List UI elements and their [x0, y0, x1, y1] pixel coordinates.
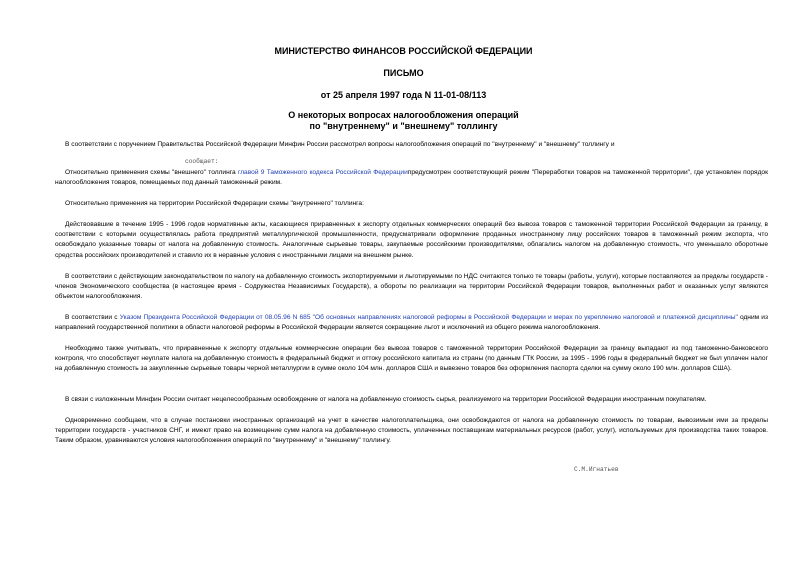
paragraph-intro: В соответствии с поручением Правительства Российской Федерации Минфин России рассмотрел вопросы налогообложения операций по "внутреннему" и "внешнему" толлингу и	[65, 141, 615, 148]
customs-code-link[interactable]: главой 9 Таможенного кодекса Российской Федерации	[237, 169, 408, 176]
document-subject	[0, 110, 807, 132]
paragraph-legislation: В соответствии с действующим законодательством по налогу на добавленную стоимость экспортируемыми и льготируемыми по НДС считаются только те товары (работы, услуги), которые поставляются за пределы государств - членов Экономического сообщества (в настоящее время - Содружества Независимых Государств), а обороты по реализации на территории Российской Федерации товаров, выполненных работ и оказанных услуг являются объектом налогообложения.	[55, 273, 768, 301]
paragraph-decree: В соответствии с Указом Президента Российской Федерации от 08.05.96 N 685 "Об основных направлениях налоговой реформы в Российской Федерации и мерах по укреплению налоговой и платежной дисциплины" одним из направлений государственной политики в области налоговой реформы в Российской Федерации является сокращение льгот и исключений из общего режима налогообложения.	[55, 314, 769, 332]
signature: С.М.Игнатьев	[574, 466, 619, 473]
paragraph-intro-verb	[185, 157, 385, 167]
ministry-heading: МИНИСТЕРСТВО ФИНАНСОВ РОССИЙСКОЙ ФЕДЕРАЦИИ	[274, 46, 533, 56]
intro-verb: сообщает:	[185, 158, 219, 165]
paragraph-customs-control: Необходимо также учитывать, что приравненные к экспорту отдельные коммерческие операции без вывоза товаров с таможенной территории Российской Федерации за границу выпадают из под таможенно-банковского контроля, что способствует неуплате налога на добавленную стоимость в федеральный бюджет и оттоку российского капитала из страны (по данным ГТК России, за 1995 - 1996 годы в федеральный бюджет не был уплачен налог на добавленную стоимость за закупленные сырьевые товары черной металлургии в сумме около 104 млн. долларов США и вывезено товаров без оформления паспорта сделки на сумму около 190 млн. долларов США).	[55, 345, 768, 373]
paragraph-conclusion: В связи с изложенным Минфин России считает нецелесообразным освобождение от налога на добавленную стоимость сырья, реализуемого на территории Российской Федерации иностранным покупателям.	[65, 396, 707, 403]
paragraph-internal-tolling: Относительно применения на территории Российской Федерации схемы "внутреннего" толлинга:	[65, 200, 364, 207]
document-type: ПИСЬМО	[383, 68, 424, 78]
paragraph-external-tolling: Относительно применения схемы "внешнего" толлинга главой 9 Таможенного кодекса Российской Федерациипредусмотрен соответствующий режим "Переработки товаров на таможенной территории", где установлен порядок налогообложения товаров, помещаемых под данный таможенный режим.	[55, 169, 768, 187]
paragraph-foreign-orgs: Одновременно сообщаем, что в случае постановки иностранных организаций на учет в качестве налогоплательщика, они освобождаются от налога на добавленную стоимость по товарам, вывозимым ими за пределы территории государств - участников СНГ, и имеют право на возмещение сумм налога на добавленную стоимость, уплаченных поставщикам материальных ресурсов (работ, услуг), используемых для производства таких товаров. Таким образом, уравниваются условия налогообложения операций по "внутреннему" и "внешнему" толлингу.	[55, 417, 768, 445]
paragraph-regulations: Действовавшие в течение 1995 - 1996 годов нормативные акты, касающиеся приравненных к экспорту отдельных коммерческих операций без вывоза товаров с таможенной территории Российской Федерации за границу, в соответствии с которыми осуществлялась работа предприятий металлургической промышленности, предусматривали оформление проданных иностранному лицу российских товаров в таможенный режим экспорта, что освобождало указанные товары от налога на добавленную стоимость. Аналогичные сырьевые товары, закупаемые российскими производителями, облагались налогом на добавленную стоимость, что уменьшало оборотные средства российских производителей и ставило их в неравные условия с иностранными лицами на внешнем рынке.	[55, 221, 768, 259]
date-number: от 25 апреля 1997 года N 11-01-08/113	[320, 90, 487, 100]
subject-line-1: О некоторых вопросах налогообложения операций	[288, 110, 519, 120]
subject-line-2: по "внутреннему" и "внешнему" толлингу	[309, 121, 498, 131]
presidential-decree-link[interactable]: Указом Президента Российской Федерации от 08.05.96 N 685 "Об основных направлениях налоговой реформы в Российской Федерации и мерах по укреплению налоговой и платежной дисциплины"	[119, 314, 738, 321]
